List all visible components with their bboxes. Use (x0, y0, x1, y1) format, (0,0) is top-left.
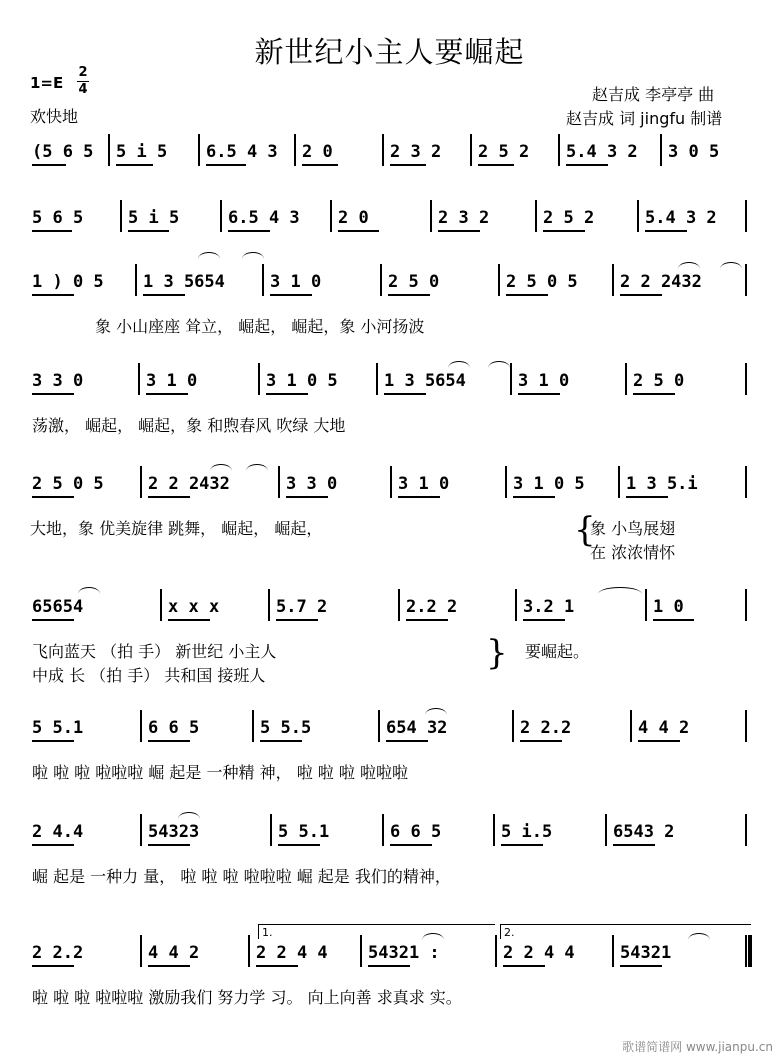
bar-line (745, 935, 747, 967)
eighth-beam (286, 496, 328, 498)
notes-measure: 2 0 (302, 142, 333, 162)
eighth-beam (143, 294, 185, 296)
notes-measure: 2.2 2 (406, 597, 458, 617)
bar-line (294, 134, 296, 166)
lyric-line: 象 小鸟展翅 (590, 519, 676, 538)
notes-measure: 65654 (32, 597, 84, 617)
final-bar-line (748, 935, 752, 967)
bar-line (660, 134, 662, 166)
bar-line (637, 200, 639, 232)
lyric-line: 要崛起。 (525, 642, 590, 661)
bar-line (745, 363, 747, 395)
bar-line (512, 710, 514, 742)
notes-measure: 5.4 3 2 (566, 142, 638, 162)
notes-measure: 3.2 1 (523, 597, 575, 617)
eighth-beam (116, 164, 153, 166)
eighth-beam (270, 294, 312, 296)
notes-measure: 2 2 4 4 (256, 943, 328, 963)
notes-measure: 5 5.5 (260, 718, 312, 738)
eighth-beam (633, 393, 675, 395)
eighth-beam (260, 740, 302, 742)
notes-measure: 5 i 5 (116, 142, 168, 162)
notes-measure: 2 0 (338, 208, 369, 228)
eighth-beam (146, 393, 188, 395)
notes-measure: 5 5.1 (32, 718, 84, 738)
eighth-beam (518, 393, 560, 395)
bar-line (198, 134, 200, 166)
eighth-beam (32, 230, 72, 232)
notes-measure: 3 3 0 (286, 474, 338, 494)
bar-line (380, 264, 382, 296)
bar-line (612, 935, 614, 967)
notes-measure: 5 6 5 (32, 208, 84, 228)
notes-measure: 3 1 0 (518, 371, 570, 391)
eighth-beam (384, 393, 426, 395)
notes-measure: 2 3 2 (438, 208, 490, 228)
notes-measure: 5 5.1 (278, 822, 330, 842)
eighth-beam (626, 496, 668, 498)
bar-line (120, 200, 122, 232)
notes-measure: 3 0 5 (668, 142, 720, 162)
notes-measure: 6 6 5 (148, 718, 200, 738)
bar-line (430, 200, 432, 232)
bar-line (618, 466, 620, 498)
eighth-beam (228, 230, 270, 232)
notes-measure: 2 5 0 5 (32, 474, 104, 494)
eighth-beam (478, 164, 514, 166)
eighth-beam (302, 164, 338, 166)
lyric-line: 在 浓浓情怀 (590, 543, 676, 562)
notes-measure: 1 3 5654 (384, 371, 466, 391)
composer-credit: 赵吉成 李亭亭 曲 (592, 85, 715, 104)
lyric-line: 啦 啦 啦 啦啦啦 崛 起是 一种精 神， 啦 啦 啦 啦啦啦 (32, 763, 408, 782)
notes-measure: 1 ) 0 5 (32, 272, 104, 292)
notes-measure: x x x (168, 597, 220, 617)
lyric-line: 大地，象 优美旋律 跳舞， 崛起， 崛起， (30, 519, 323, 538)
bar-line (493, 814, 495, 846)
eighth-beam (32, 619, 74, 621)
eighth-beam (256, 965, 298, 967)
eighth-beam (266, 393, 308, 395)
watermark: 歌谱简谱网 www.jianpu.cn (622, 1040, 773, 1054)
bar-line (398, 589, 400, 621)
notes-measure: 2 5 0 (633, 371, 685, 391)
eighth-beam (653, 619, 694, 621)
eighth-beam (32, 393, 74, 395)
eighth-beam (390, 164, 426, 166)
notes-measure: 2 5 2 (543, 208, 595, 228)
bar-line (135, 264, 137, 296)
bar-line (605, 814, 607, 846)
eighth-beam (438, 230, 480, 232)
eighth-beam (543, 230, 585, 232)
time-signature-bottom: 4 (78, 82, 88, 97)
bar-line (498, 264, 500, 296)
notes-measure: 1 3 5.i (626, 474, 698, 494)
tempo-marking: 欢快地 (30, 107, 79, 126)
notes-measure: 5.7 2 (276, 597, 328, 617)
eighth-beam (148, 844, 190, 846)
notes-measure: 6543 2 (613, 822, 675, 842)
lyric-line: 中成 长 （拍 手） 共和国 接班人 (32, 666, 266, 685)
bar-line (108, 134, 110, 166)
bar-line (745, 710, 747, 742)
verse-brace: { (574, 510, 596, 550)
time-signature (76, 65, 90, 98)
lyric-line: 飞向蓝天 （拍 手） 新世纪 小主人 (32, 642, 277, 661)
bar-line (140, 710, 142, 742)
eighth-beam (278, 844, 320, 846)
bar-line (505, 466, 507, 498)
volta-label-1: 1. (262, 926, 273, 939)
verse-brace: } (486, 633, 508, 673)
eighth-beam (148, 965, 190, 967)
bar-line (262, 264, 264, 296)
notes-measure: 2 5 0 5 (506, 272, 578, 292)
bar-line (745, 466, 747, 498)
eighth-beam (620, 294, 662, 296)
notes-measure: (5 6 5 (32, 142, 94, 162)
notes-measure: 3 1 0 5 (513, 474, 585, 494)
volta-label-2: 2. (504, 926, 515, 939)
notes-measure: 5.4 3 2 (645, 208, 717, 228)
bar-line (745, 814, 747, 846)
bar-line (645, 589, 647, 621)
lyric-line: 啦 啦 啦 啦啦啦 激励我们 努力学 习。 向上向善 求真求 实。 (32, 988, 462, 1007)
notes-measure: 4 4 2 (148, 943, 200, 963)
notes-measure: 654 32 (386, 718, 448, 738)
tie-arc (678, 262, 700, 269)
eighth-beam (32, 740, 74, 742)
bar-line (378, 710, 380, 742)
bar-line (140, 814, 142, 846)
eighth-beam (32, 844, 74, 846)
lyric-line: 崛 起是 一种力 量， 啦 啦 啦 啦啦啦 崛 起是 我们的精神， (32, 867, 451, 886)
tie-arc (178, 812, 200, 819)
tie-arc (210, 464, 232, 471)
eighth-beam (148, 740, 190, 742)
bar-line (390, 466, 392, 498)
tie-arc (488, 361, 510, 368)
time-signature-top: 2 (78, 65, 88, 80)
eighth-beam (398, 496, 440, 498)
eighth-beam (513, 496, 555, 498)
eighth-beam (388, 294, 430, 296)
tie-arc (246, 464, 268, 471)
bar-line (470, 134, 472, 166)
notes-measure: 3 3 0 (32, 371, 84, 391)
bar-line (330, 200, 332, 232)
key-signature: 1=E (30, 74, 64, 92)
bar-line (270, 814, 272, 846)
eighth-beam (128, 230, 169, 232)
bar-line (745, 264, 747, 296)
bar-line (278, 466, 280, 498)
bar-line (535, 200, 537, 232)
notes-measure: 2 4.4 (32, 822, 84, 842)
notes-measure: 2 2 2432 (148, 474, 230, 494)
bar-line (510, 363, 512, 395)
bar-line (248, 935, 250, 967)
lyric-line: 荡激， 崛起， 崛起，象 和煦春风 吹绿 大地 (32, 416, 346, 435)
notes-measure: 5 i 5 (128, 208, 180, 228)
bar-line (268, 589, 270, 621)
bar-line (220, 200, 222, 232)
notes-measure: 3 1 0 (398, 474, 450, 494)
eighth-beam (523, 619, 565, 621)
notes-measure: 3 1 0 5 (266, 371, 338, 391)
eighth-beam (338, 230, 379, 232)
eighth-beam (32, 965, 74, 967)
eighth-beam (638, 740, 680, 742)
bar-line (382, 134, 384, 166)
eighth-beam (148, 496, 190, 498)
eighth-beam (501, 844, 543, 846)
tie-arc (198, 252, 220, 259)
tie-arc (448, 361, 470, 368)
bar-line (376, 363, 378, 395)
notes-measure: 54323 (148, 822, 200, 842)
bar-line (138, 363, 140, 395)
notes-measure: 2 2.2 (32, 943, 84, 963)
bar-line (382, 814, 384, 846)
notes-measure: 4 4 2 (638, 718, 690, 738)
notes-measure: 1 0 (653, 597, 684, 617)
notes-measure: 1 3 5654 (143, 272, 225, 292)
eighth-beam (503, 965, 545, 967)
volta-bracket-1 (258, 924, 495, 939)
volta-bracket-2 (500, 924, 751, 939)
bar-line (140, 935, 142, 967)
bar-line (612, 264, 614, 296)
eighth-beam (506, 294, 548, 296)
bar-line (252, 710, 254, 742)
eighth-beam (390, 844, 432, 846)
notes-measure: 54321 (620, 943, 672, 963)
tie-arc (242, 252, 264, 259)
bar-line (515, 589, 517, 621)
song-title: 新世纪小主人要崛起 (254, 35, 525, 69)
lyric-line: 象 小山座座 耸立， 崛起， 崛起，象 小河扬波 (95, 317, 425, 336)
bar-line (745, 589, 747, 621)
bar-line (360, 935, 362, 967)
notes-measure: 2 5 2 (478, 142, 530, 162)
notes-measure: 2 2 2432 (620, 272, 702, 292)
eighth-beam (368, 965, 410, 967)
notes-measure: 3 1 0 (270, 272, 322, 292)
notes-measure: 6.5 4 3 (228, 208, 300, 228)
tie-arc (425, 708, 447, 715)
eighth-beam (168, 619, 210, 621)
notes-measure: 2 3 2 (390, 142, 442, 162)
bar-line (630, 710, 632, 742)
notes-measure: 5 i.5 (501, 822, 553, 842)
bar-line (625, 363, 627, 395)
bar-line (258, 363, 260, 395)
bar-line (558, 134, 560, 166)
bar-line (160, 589, 162, 621)
notes-measure: 2 2 4 4 (503, 943, 575, 963)
bar-line (495, 935, 497, 967)
tie-arc (720, 262, 742, 269)
bar-line (745, 200, 747, 232)
eighth-beam (613, 844, 655, 846)
notes-measure: 2 5 0 (388, 272, 440, 292)
eighth-beam (206, 164, 246, 166)
eighth-beam (386, 740, 428, 742)
eighth-beam (520, 740, 562, 742)
tie-arc (78, 587, 100, 594)
notes-measure: 6.5 4 3 (206, 142, 278, 162)
tie-arc (598, 587, 642, 594)
eighth-beam (406, 619, 448, 621)
eighth-beam (32, 496, 74, 498)
notes-measure: 2 2.2 (520, 718, 572, 738)
notes-measure: 6 6 5 (390, 822, 442, 842)
eighth-beam (566, 164, 608, 166)
eighth-beam (276, 619, 318, 621)
eighth-beam (645, 230, 687, 232)
lyricist-credit: 赵吉成 词 jingfu 制谱 (566, 109, 723, 128)
notes-measure: 54321 : (368, 943, 440, 963)
eighth-beam (620, 965, 662, 967)
eighth-beam (32, 294, 74, 296)
bar-line (140, 466, 142, 498)
notes-measure: 3 1 0 (146, 371, 198, 391)
eighth-beam (32, 164, 66, 166)
